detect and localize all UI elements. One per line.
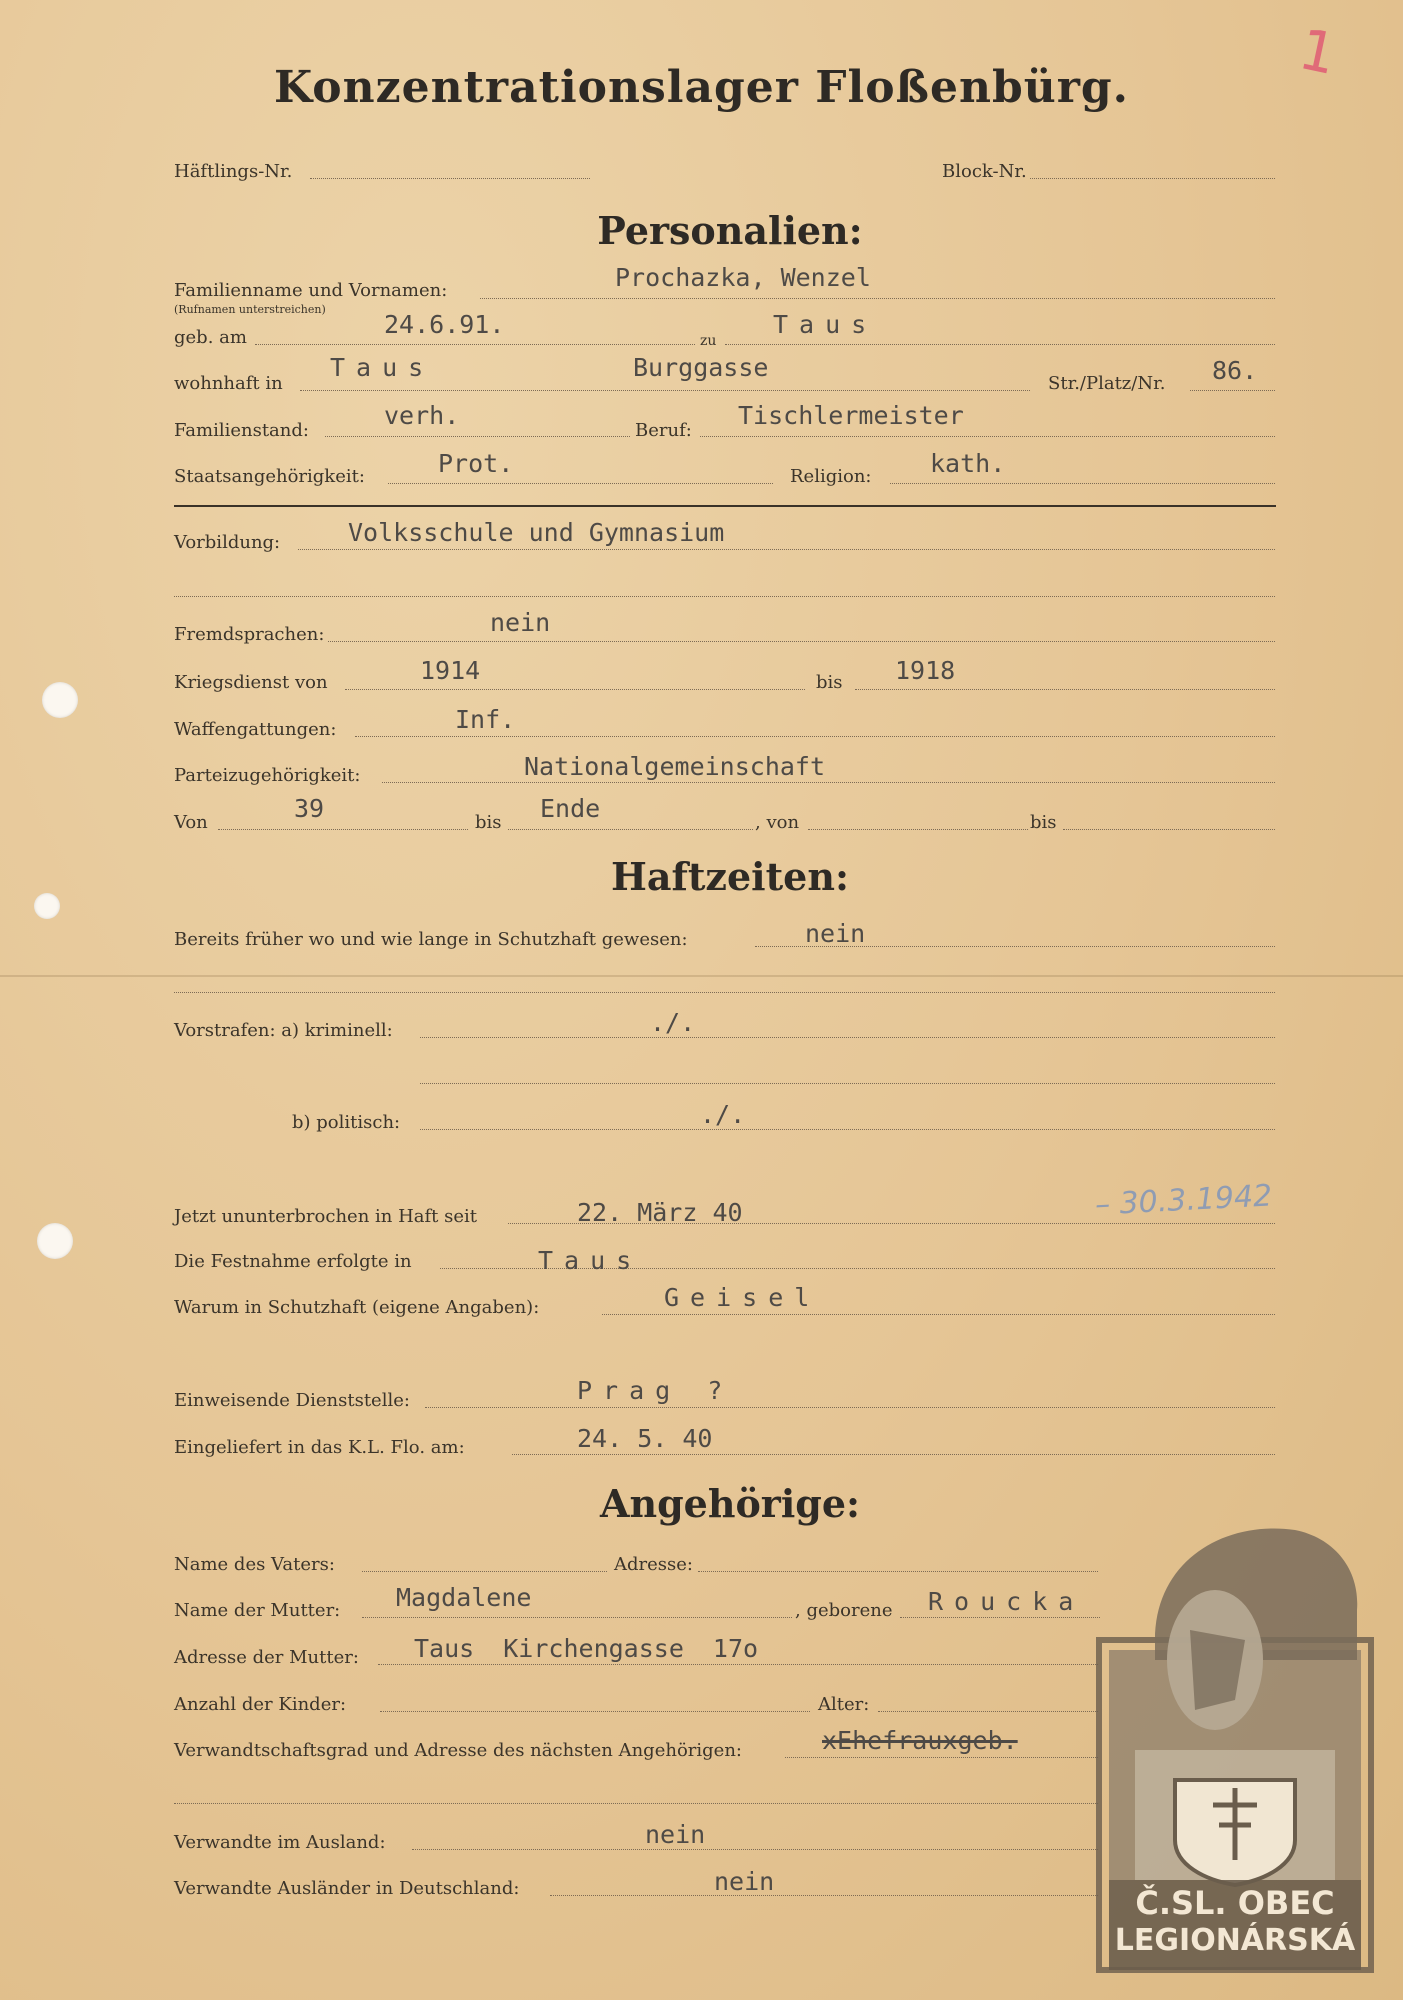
education-label: Vorbildung:: [174, 532, 281, 553]
admitted-value: 24. 5. 40: [577, 1424, 713, 1453]
foreigners-value: nein: [714, 1867, 775, 1896]
education-line: [298, 549, 1275, 550]
occupation-line: [700, 436, 1275, 437]
to-value: Ende: [540, 794, 601, 823]
next-of-kin-value: xEhefrauxgeb.: [822, 1726, 1018, 1755]
street-value: Burggasse: [633, 353, 769, 382]
abroad-line: [412, 1849, 1098, 1850]
street-no-line: [1190, 390, 1275, 391]
criminal-label: Vorstrafen: a) kriminell:: [174, 1020, 393, 1041]
father-address-label: Adresse:: [614, 1554, 693, 1575]
criminal-line-2: [420, 1083, 1275, 1084]
war-service-line: [345, 689, 805, 690]
party-label: Parteizugehörigkeit:: [174, 765, 361, 786]
languages-label: Fremdsprachen:: [174, 624, 325, 645]
war-service-to-label: bis: [816, 672, 843, 693]
arrest-label: Die Festnahme erfolgte in: [174, 1251, 412, 1272]
name-line: [480, 298, 1275, 299]
name-note: (Rufnamen unterstreichen): [174, 303, 326, 316]
next-of-kin-line-2: [174, 1803, 1098, 1804]
admitted-line: [512, 1454, 1275, 1455]
from-value: 39: [294, 794, 325, 823]
residence-value: Taus: [330, 353, 435, 382]
fold-crease: [0, 975, 1403, 977]
office-line: [425, 1407, 1275, 1408]
mother-address-value: Taus Kirchengasse 17o: [414, 1634, 759, 1663]
birth-place-label: zu: [700, 333, 717, 349]
languages-line: [328, 641, 1275, 642]
mother-value: Magdalene: [396, 1583, 532, 1612]
form-title: Konzentrationslager Floßenbürg.: [274, 62, 1129, 113]
political-line: [420, 1129, 1275, 1130]
reason-label: Warum in Schutzhaft (eigene Angaben):: [174, 1297, 540, 1318]
to-line: [508, 829, 753, 830]
residence-label: wohnhaft in: [174, 373, 283, 394]
street-no-value: 86.: [1212, 356, 1258, 385]
religion-line: [890, 483, 1275, 484]
from-line: [218, 829, 468, 830]
abroad-value: nein: [645, 1820, 706, 1849]
arrest-value: Taus: [538, 1246, 643, 1275]
section-divider: [174, 505, 1276, 507]
block-no-line: [1030, 178, 1275, 179]
section-haftzeiten: Haftzeiten:: [610, 854, 849, 899]
stamp-text-line1: Č.SL. OBEC: [1135, 1884, 1335, 1922]
war-service-to: 1918: [895, 656, 956, 685]
since-label: Jetzt ununterbrochen in Haft seit: [174, 1206, 478, 1227]
branch-label: Waffengattungen:: [174, 719, 337, 740]
previous-value: nein: [805, 919, 866, 948]
party-line: [382, 782, 1275, 783]
mother-label: Name der Mutter:: [174, 1600, 341, 1621]
office-label: Einweisende Dienststelle:: [174, 1390, 410, 1411]
branch-value: Inf.: [455, 705, 516, 734]
punch-hole: [37, 1223, 73, 1259]
born-value: Roucka: [928, 1587, 1085, 1616]
section-personalien: Personalien:: [597, 208, 863, 253]
age-line: [878, 1711, 1098, 1712]
education-value: Volksschule und Gymnasium: [348, 518, 725, 547]
from2-line: [808, 829, 1028, 830]
war-service-label: Kriegsdienst von: [174, 672, 328, 693]
name-value: Prochazka, Wenzel: [615, 263, 871, 292]
born-label: , geborene: [795, 1600, 893, 1621]
page-number: 1: [1293, 17, 1343, 88]
occupation-value: Tischlermeister: [738, 401, 964, 430]
war-service-from: 1914: [420, 656, 481, 685]
birth-line: [255, 344, 695, 345]
foreigners-line: [550, 1895, 1098, 1896]
reason-value: Geisel: [664, 1283, 821, 1312]
prisoner-no-label: Häftlings-Nr.: [174, 161, 293, 182]
next-of-kin-line: [785, 1757, 1098, 1758]
marital-line: [325, 436, 630, 437]
war-service-to-line: [855, 689, 1275, 690]
previous-line-2: [174, 992, 1275, 993]
stamp-text-line2: LEGIONÁRSKÁ: [1114, 1923, 1356, 1958]
birth-label: geb. am: [174, 327, 247, 348]
languages-value: nein: [490, 608, 551, 637]
birth-place-value: Taus: [773, 310, 878, 339]
name-label: Familienname und Vornamen:: [174, 280, 448, 301]
children-label: Anzahl der Kinder:: [174, 1694, 347, 1715]
residence-line: [300, 390, 1030, 391]
abroad-label: Verwandte im Ausland:: [174, 1832, 386, 1853]
marital-value: verh.: [384, 401, 460, 430]
age-label: Alter:: [818, 1694, 870, 1715]
mother-address-label: Adresse der Mutter:: [174, 1647, 359, 1668]
father-address-line: [698, 1571, 1098, 1572]
reason-line: [602, 1314, 1275, 1315]
mother-line: [362, 1617, 792, 1618]
birth-value: 24.6.91.: [384, 310, 505, 339]
criminal-line: [420, 1037, 1275, 1038]
born-line: [900, 1617, 1100, 1618]
citizenship-line: [388, 483, 773, 484]
to-label: bis: [475, 812, 502, 833]
political-label: b) politisch:: [292, 1112, 401, 1133]
prisoner-no-line: [310, 178, 590, 179]
foreigners-label: Verwandte Ausländer in Deutschland:: [174, 1878, 520, 1899]
mother-address-line: [378, 1664, 1098, 1665]
political-value: ./.: [700, 1100, 746, 1129]
marital-label: Familienstand:: [174, 420, 309, 441]
birth-place-line: [725, 344, 1275, 345]
party-value: Nationalgemeinschaft: [524, 752, 826, 781]
religion-label: Religion:: [790, 466, 872, 487]
branch-line: [355, 736, 1275, 737]
occupation-label: Beruf:: [635, 420, 692, 441]
section-angehoerige: Angehörige:: [599, 1481, 861, 1526]
to2-line: [1063, 829, 1275, 830]
from-label: Von: [174, 812, 208, 833]
father-label: Name des Vaters:: [174, 1554, 335, 1575]
block-no-label: Block-Nr.: [942, 161, 1027, 182]
release-date-pencil-note: – 30.3.1942: [1094, 1178, 1274, 1223]
from2-label: , von: [755, 812, 800, 833]
religion-value: kath.: [930, 449, 1006, 478]
father-line: [362, 1571, 607, 1572]
criminal-value: ./.: [650, 1008, 696, 1037]
previous-label: Bereits früher wo und wie lange in Schutzhaft gewesen:: [174, 929, 688, 950]
since-value: 22. März 40: [577, 1198, 743, 1227]
to2-label: bis: [1030, 812, 1057, 833]
punch-hole: [42, 682, 78, 718]
education-line-2: [174, 596, 1275, 597]
office-value: Prag ?: [577, 1376, 734, 1405]
citizenship-value: Prot.: [438, 449, 514, 478]
street-no-label: Str./Platz/Nr.: [1048, 373, 1166, 394]
citizenship-label: Staatsangehörigkeit:: [174, 466, 365, 487]
children-line: [380, 1711, 810, 1712]
next-of-kin-label: Verwandtschaftsgrad und Adresse des nächsten Angehörigen:: [174, 1740, 742, 1761]
admitted-label: Eingeliefert in das K.L. Flo. am:: [174, 1437, 465, 1458]
